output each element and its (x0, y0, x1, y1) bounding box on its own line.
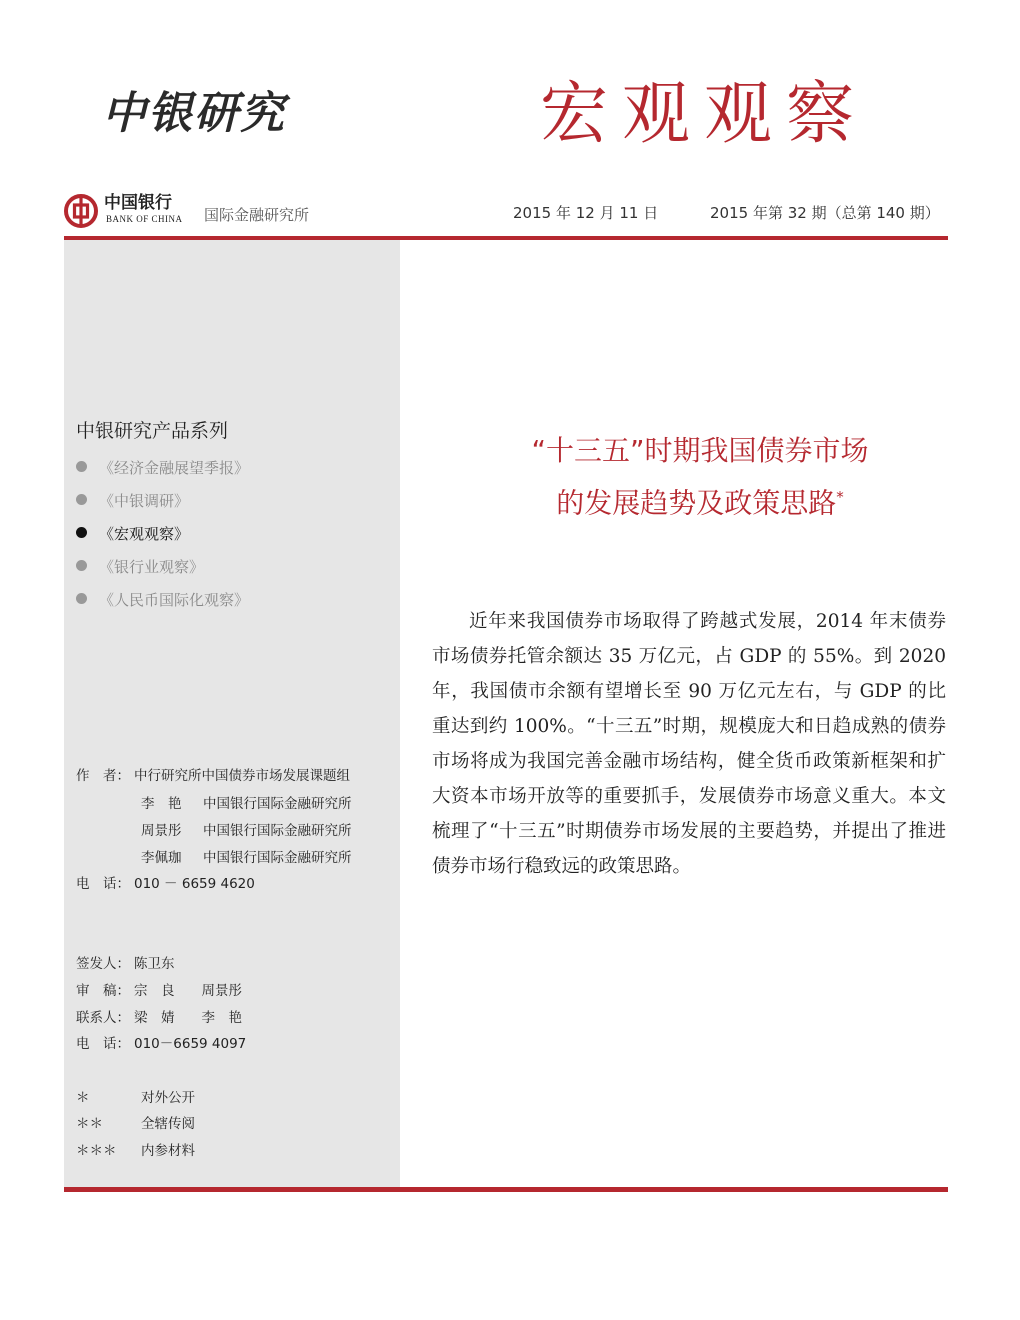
phone2-number: 010－6659 4097 (134, 1036, 247, 1052)
classification-mark: ＊＊ (76, 1116, 103, 1132)
series-item (76, 455, 249, 488)
bank-name-cn: 中国银行 (104, 193, 172, 213)
bullet-icon (76, 527, 87, 538)
title-line-2: 的发展趋势及政策思路 (556, 486, 837, 520)
author-org: 中国银行国际金融研究所 (203, 823, 352, 839)
series-item-label: 《银行业观察》 (99, 558, 205, 576)
reviewer-label: 审 稿： (76, 983, 130, 999)
series-item-active (76, 521, 249, 554)
phone-number: 010 － 6659 4620 (134, 876, 255, 892)
phone-row (76, 874, 255, 894)
series-item (76, 554, 249, 587)
bullet-icon (76, 461, 87, 472)
classification-label: 对外公开 (141, 1090, 195, 1106)
reviewer-row (76, 981, 242, 1001)
title-footnote-mark: * (836, 488, 844, 506)
author-name: 李 艳 (141, 796, 182, 812)
brand-logo: 中银研究 (102, 88, 286, 139)
bullet-icon (76, 494, 87, 505)
classification-mark: ＊ (76, 1090, 90, 1106)
report-date: 2015 年 12 月 11 日 (513, 204, 659, 222)
contact-row (76, 1008, 242, 1028)
author-org: 中国银行国际金融研究所 (203, 850, 352, 866)
series-item-label: 《宏观观察》 (99, 525, 190, 543)
signer-name: 陈卫东 (134, 956, 175, 972)
author-row (76, 794, 352, 814)
bank-name-en: BANK OF CHINA (106, 214, 183, 224)
author-name: 李佩珈 (141, 850, 182, 866)
footer-divider (64, 1187, 948, 1192)
classification-row (76, 1088, 195, 1108)
authors-group: 中行研究所中国债券市场发展课题组 (134, 768, 350, 784)
series-list (76, 455, 249, 620)
series-title: 中银研究产品系列 (76, 420, 229, 442)
phone-label: 电 话： (76, 876, 130, 892)
classification-mark: ＊＊＊ (76, 1143, 117, 1159)
bank-of-china-emblem-icon (64, 194, 98, 228)
article-title (400, 428, 1000, 526)
contact-names: 梁 婧 李 艳 (134, 1010, 242, 1026)
signer-label: 签发人： (76, 956, 130, 972)
author-org: 中国银行国际金融研究所 (203, 796, 352, 812)
series-item (76, 488, 249, 521)
phone2-label: 电 话： (76, 1036, 130, 1052)
series-item-label: 《经济金融展望季报》 (99, 459, 250, 477)
reviewer-names: 宗 良 周景彤 (134, 983, 242, 999)
classification-row (76, 1141, 195, 1161)
series-item (76, 587, 249, 620)
issue-number: 2015 年第 32 期（总第 140 期） (710, 204, 940, 222)
institute-name: 国际金融研究所 (204, 206, 310, 224)
author-name: 周景彤 (141, 823, 182, 839)
series-item-label: 《中银调研》 (99, 492, 190, 510)
author-row (76, 848, 352, 868)
classification-row (76, 1114, 195, 1134)
classification-label: 内参材料 (141, 1143, 195, 1159)
authors-label: 作 者： (76, 768, 130, 784)
phone2-row (76, 1034, 246, 1054)
bullet-icon (76, 560, 87, 571)
author-row (76, 821, 352, 841)
series-item-label: 《人民币国际化观察》 (99, 591, 250, 609)
bank-logo (64, 192, 194, 232)
article-abstract: 近年来我国债券市场取得了跨越式发展，2014 年末债券市场债券托管余额达 35 万亿元，占 GDP 的 55%。到 2020 年，我国债市余额有望增长至 90 万亿元左右，与 GDP 的比重达到约 100%。“十三五”时期，规模庞大和日趋成熟的债券市场将成为我国完善金融市场结构，健全货币政策新框架和扩大资本市场开放等的重要抓手，发展债券市场意义重大。本文梳理了“十三五”时期债券市场发展的主要趋势，并提出了推进债券市场行稳致远的政策思路。 (432, 611, 946, 877)
contact-label: 联系人： (76, 1010, 130, 1026)
bullet-icon (76, 593, 87, 604)
authors-row (76, 766, 350, 786)
title-line-1: “十三五”时期我国债券市场 (531, 434, 869, 467)
classification-label: 全辖传阅 (141, 1116, 195, 1132)
signer-row (76, 954, 175, 974)
title-line-2-wrap (400, 474, 1000, 526)
report-type-title: 宏观观察 (540, 75, 869, 154)
